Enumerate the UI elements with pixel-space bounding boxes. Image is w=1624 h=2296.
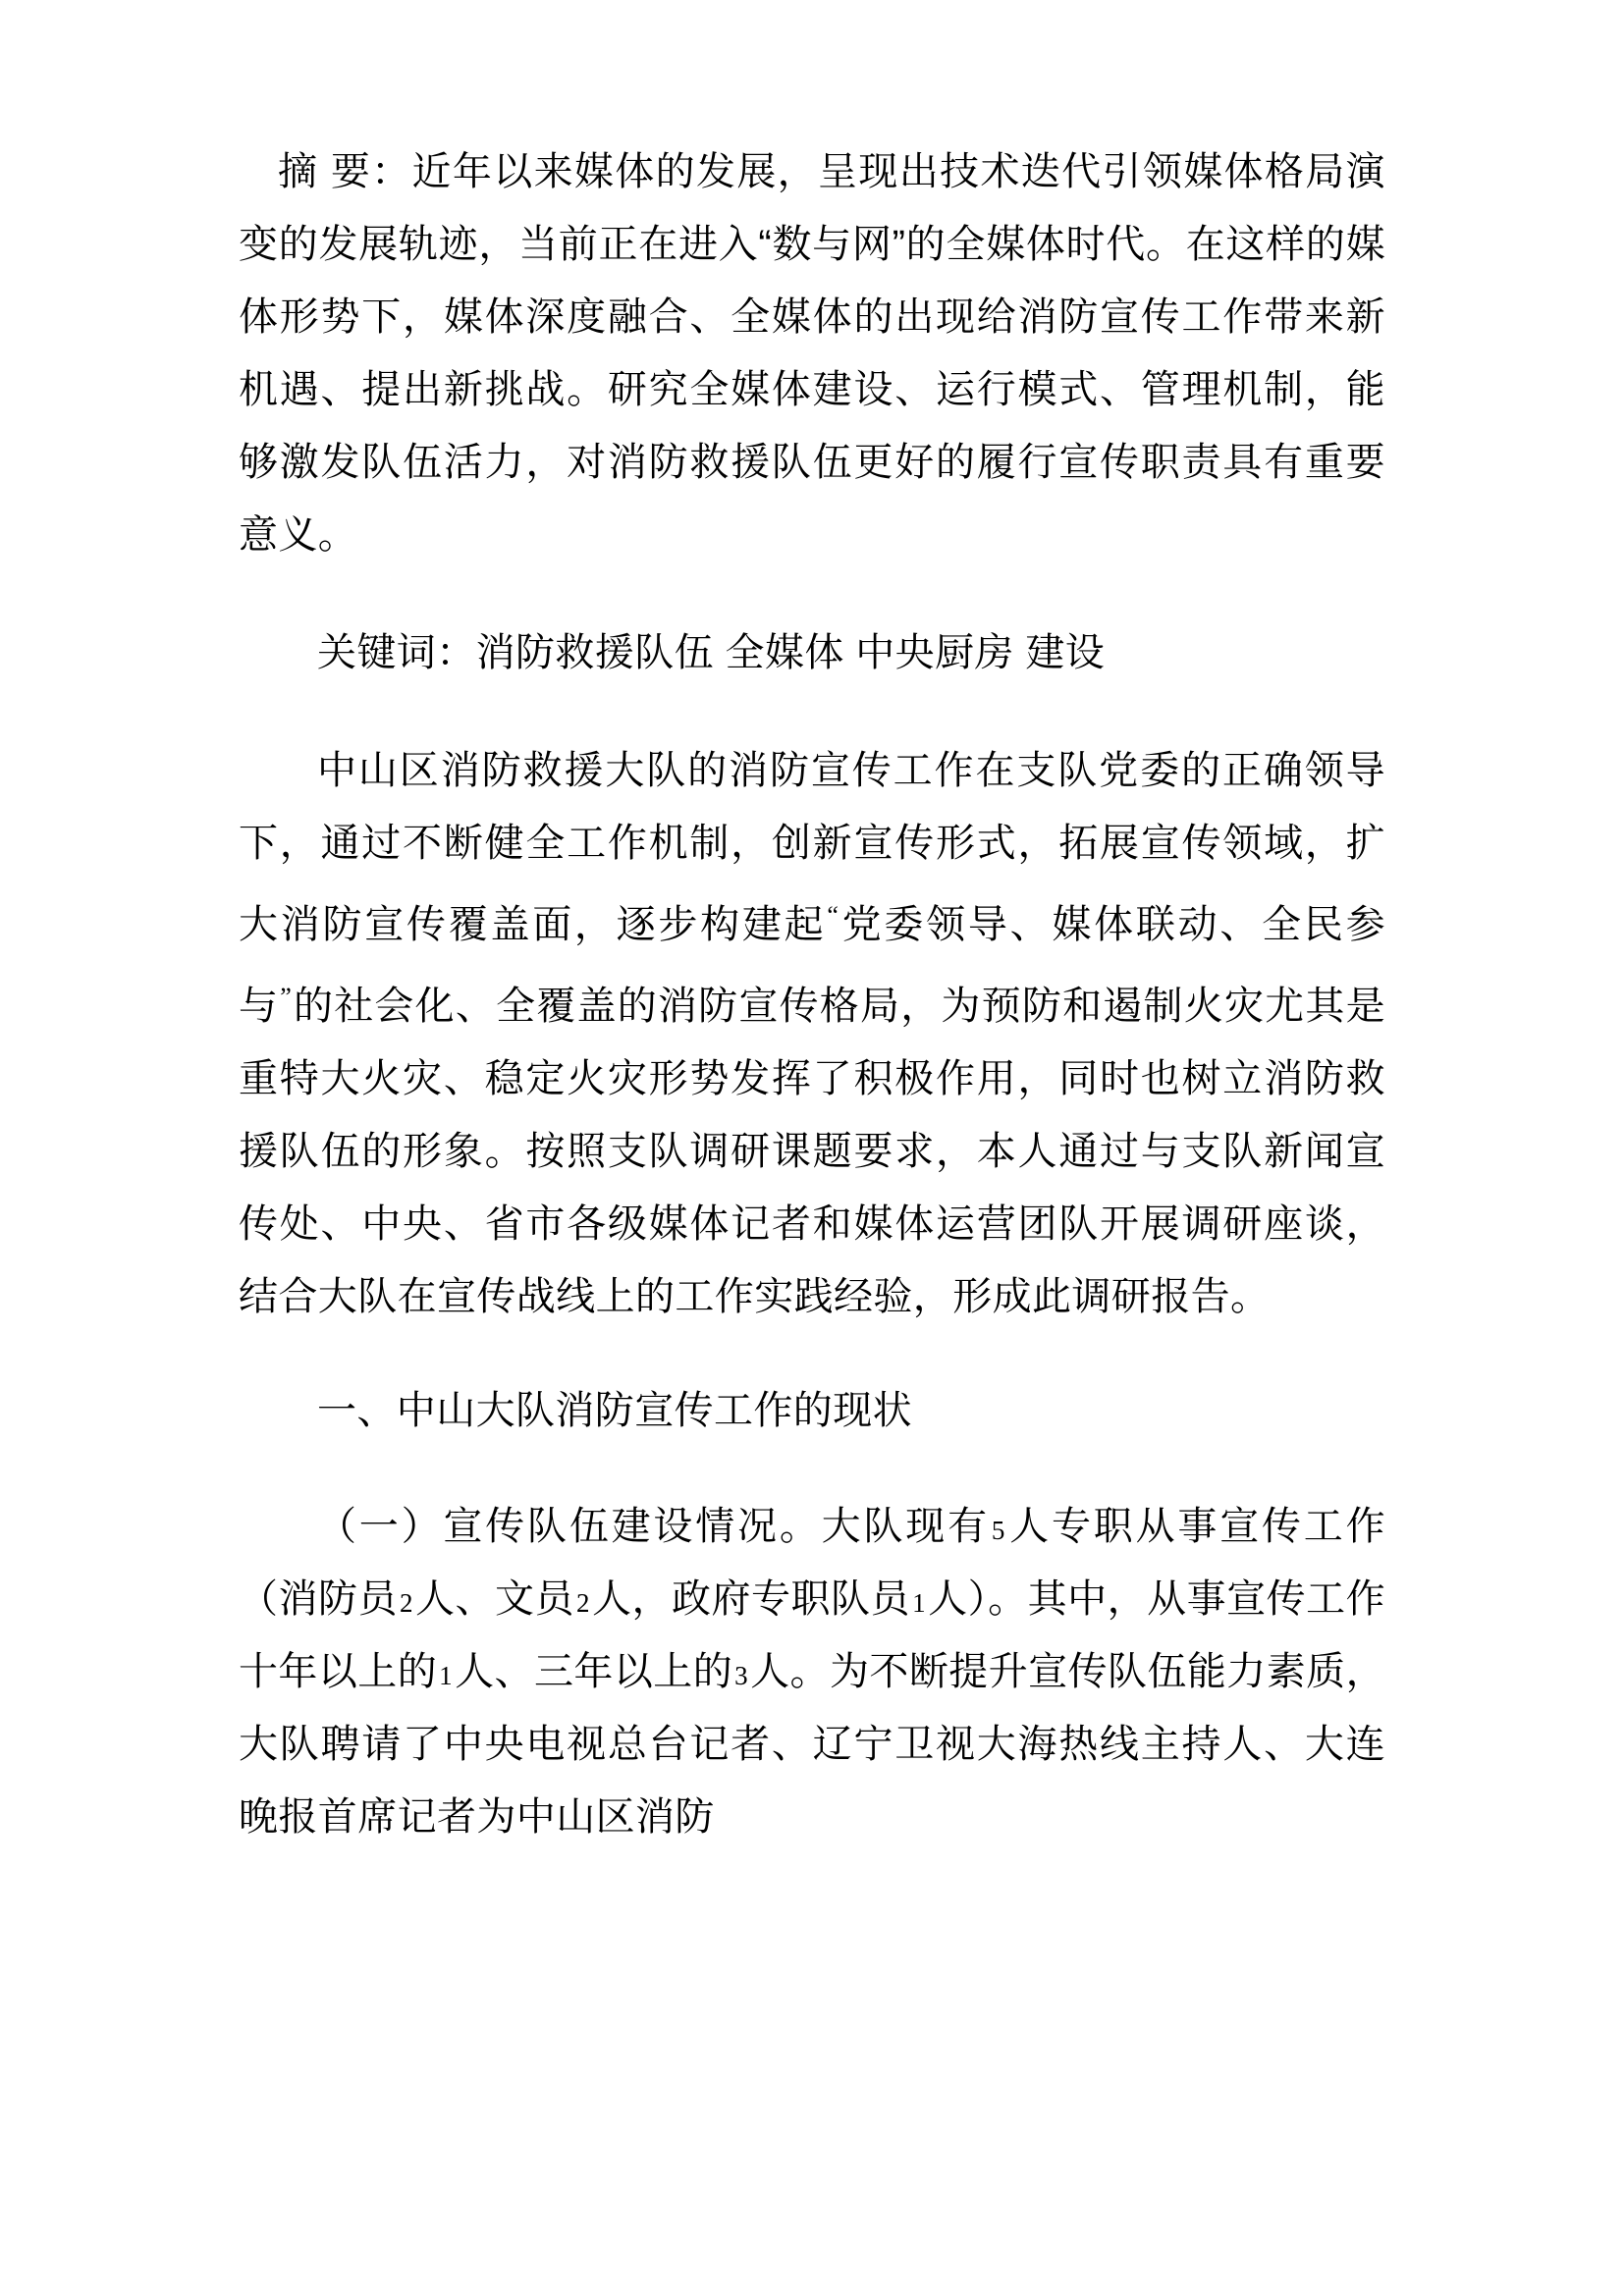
- section-heading: [239, 1374, 1385, 1447]
- staff-count-total: 5: [991, 1516, 1005, 1545]
- subsection-segment-6: 人、三年以上的: [455, 1650, 733, 1693]
- subsection-segment-4: 人，政府专职队员: [591, 1577, 911, 1621]
- subsection-segment-3: 人、文员: [414, 1577, 575, 1621]
- three-year-veteran-count: 3: [734, 1661, 749, 1690]
- subsection-title: 宣传队伍建设情况。: [443, 1505, 822, 1548]
- ten-year-veteran-count: 1: [439, 1661, 454, 1690]
- firefighter-count: 2: [400, 1588, 413, 1618]
- intro-paragraph: [239, 734, 1385, 1333]
- subsection-segment-5: 人）。其中，从事宣传工作十年以上的: [239, 1577, 1385, 1693]
- section-heading-text: 一、中山大队消防宣传工作的现状: [317, 1389, 912, 1432]
- intro-part-1: 中山区消防救援大队的消防宣传工作在支队党委的正确领导下，通过不断健全工作机制，创新宣传形式，拓展宣传领域，扩大消防宣传覆盖面，逐步构建起: [239, 749, 1385, 946]
- subsection-segment-7: 人。为不断提升宣传队伍能力素质，大队聘请了中央电视总台记者、辽宁卫视大海热线主持人、大连晚报首席记者为中山区消防: [239, 1650, 1385, 1839]
- subsection-segment-1: 大队现有: [821, 1505, 990, 1548]
- government-staff-count: 1: [912, 1588, 926, 1618]
- document-body: [239, 0, 1385, 1853]
- civilian-staff-count: 2: [576, 1588, 590, 1618]
- quote-open-mark: “: [827, 901, 839, 930]
- abstract-paragraph: [239, 135, 1385, 571]
- subsection-paragraph: [239, 1490, 1385, 1853]
- keywords-text: 关键词：消防救援队伍 全媒体 中央厨房 建设: [317, 631, 1106, 674]
- quote-close-mark: ”: [280, 983, 293, 1011]
- intro-part-2: 的社会化、全覆盖的消防宣传格局，为预防和遏制火灾尤其是重特大火灾、稳定火灾形势发挥了积极作用，同时也树立消防救援队伍的形象。按照支队调研课题要求，本人通过与支队新闻宣传处、中央、省市各级媒体记者和媒体运营团队开展调研座谈，结合大队在宣传战线上的工作实践经验，形成此调研报告。: [239, 985, 1385, 1318]
- subsection-marker: （一）: [317, 1505, 444, 1548]
- intro-quoted-slogan: 党委领导、媒体联动、全民参与: [239, 903, 1385, 1028]
- abstract-text: 摘 要：近年以来媒体的发展，呈现出技术迭代引领媒体格局演变的发展轨迹，当前正在进入“数与网”的全媒体时代。在这样的媒体形势下，媒体深度融合、全媒体的出现给消防宣传工作带来新机遇、提出新挑战。研究全媒体建设、运行模式、管理机制，能够激发队伍活力，对消防救援队伍更好的履行宣传职责具有重要意义。: [239, 150, 1385, 557]
- keywords-paragraph: [239, 616, 1385, 689]
- subsection-segment-2: 人专职从事宣传工作（消防员: [239, 1505, 1386, 1621]
